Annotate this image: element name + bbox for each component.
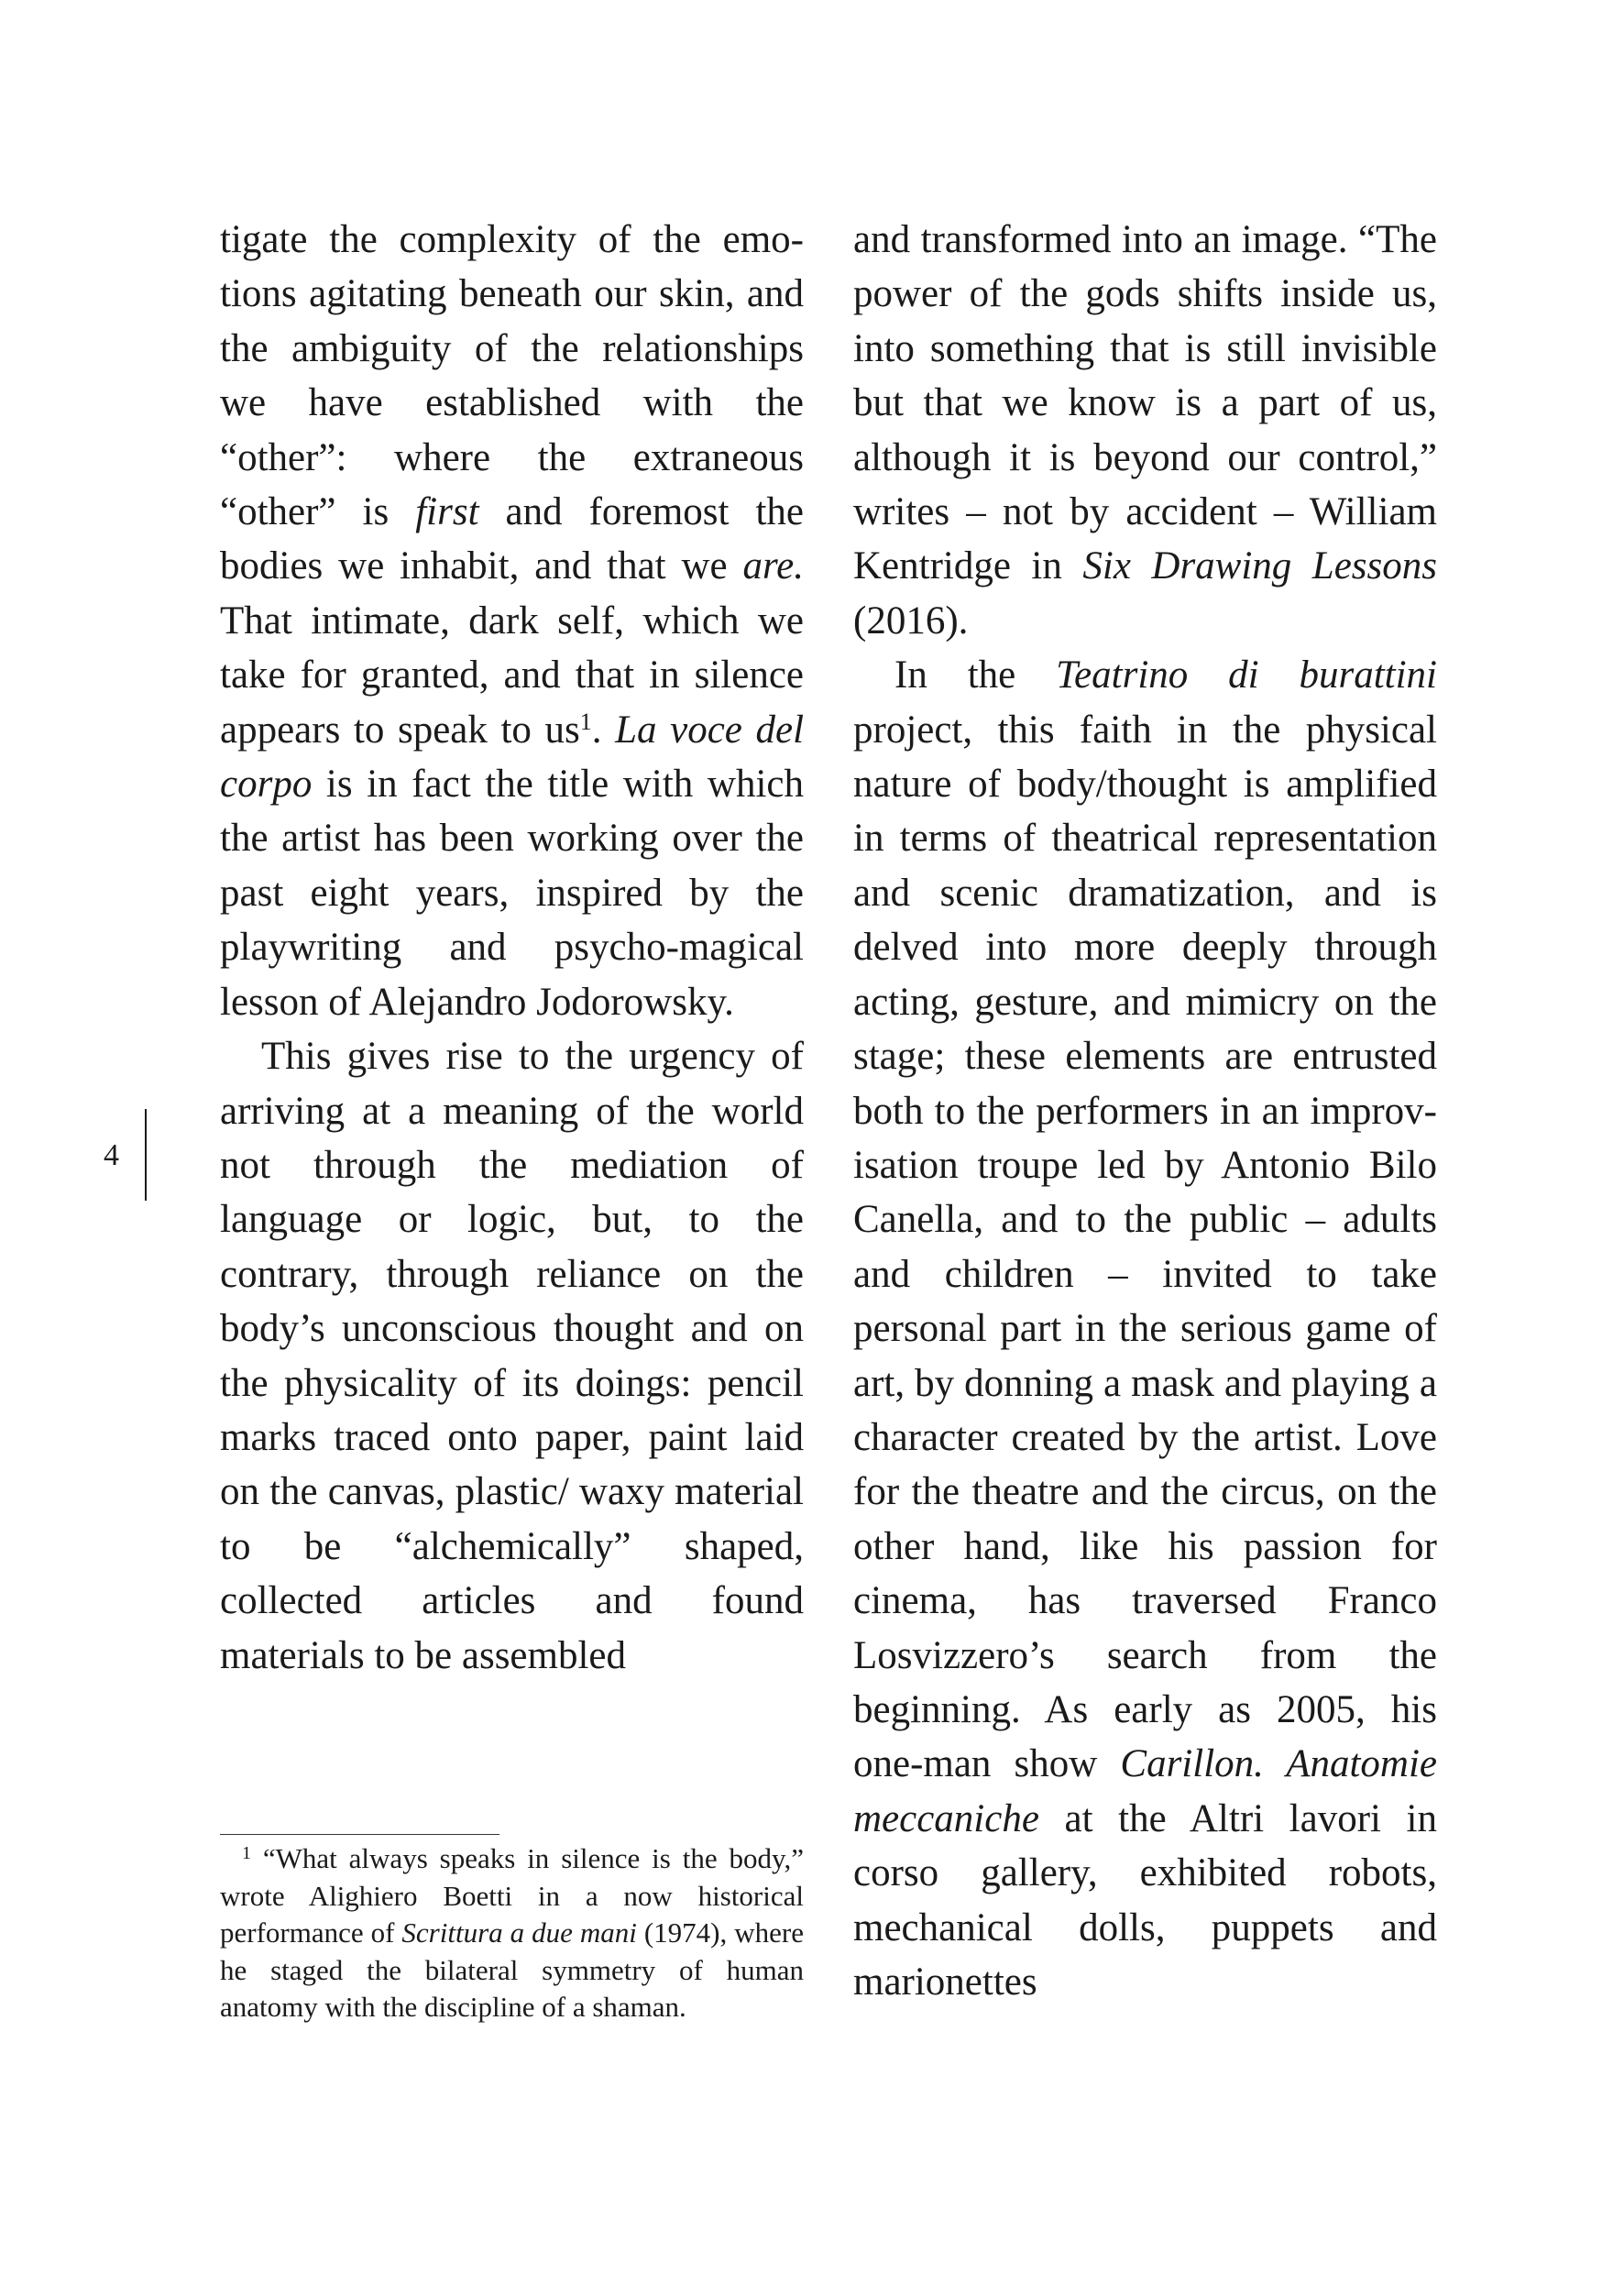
paragraph-left-1 <box>220 213 804 1029</box>
footnote <box>220 1840 804 2026</box>
paragraph-run-italic: are. <box>742 544 804 588</box>
paragraph-run-italic: Carillon. Anatomie meccaniche <box>853 1742 1437 1840</box>
paragraph-run: (2016). <box>853 598 969 642</box>
footnote-run-italic: Scrittura a due mani <box>401 1916 637 1949</box>
paragraph-run: project, this faith in the physical nature of body/thought is amplified in terms of theatrical representation and scenic dramatization, and is delved into more deeply through acting, gesture, and mimicry on the stage; these elements are entrusted both to the performers in an improvisation troupe led by Antonio Bilo Canella, and to the public – adults and children – invited to take personal part in the serious game of art, by donning a mask and playing a character created by the artist. Love for the theatre and the circus, on the other hand, like his passion for cinema, has traversed Franco Losvizzero’s search from the beginning. As early as 2005, his one-man show <box>853 708 1437 1786</box>
paragraph-run: and foremost the bodies we inhabit, and that we <box>220 490 804 588</box>
paragraph-left-2 <box>220 1029 804 1683</box>
paragraph-run-italic: first <box>415 490 479 534</box>
text-column-left <box>220 213 804 1683</box>
footnote-number: 1 <box>242 1843 251 1863</box>
page-number: 4 <box>104 1138 119 1172</box>
paragraph-run: at the Altri lavori in corso gallery, exhibited robots, mechanical dolls, puppets and marionettes <box>853 1796 1437 2004</box>
footnote-text <box>220 1840 804 2026</box>
paragraph-run: That intimate, dark self, which we take for granted, and that in silence appears to speak to us <box>220 598 804 752</box>
paragraph-run: is in fact the title with which the artist has been working over the past eight years, inspired by the playwriting and psycho-magical lesson of Alejandro Jodorowsky. <box>220 763 804 1024</box>
paragraph-run-italic: Six Drawing Lessons <box>1082 544 1437 588</box>
paragraph-run: This gives rise to the urgency of arriving at a meaning of the world not through the mediation of language or logic, but, to the contrary, through reliance on the body’s unconscious thought and on the physicality of its doings: pencil marks traced onto paper, paint laid on the canvas, plastic/ waxy material to be “alchemically” shaped, collected articles and found materials to be assembled <box>220 1035 804 1677</box>
text-column-right <box>853 213 1437 2009</box>
paragraph-right-2 <box>853 648 1437 2009</box>
footnote-separator <box>220 1834 499 1835</box>
paragraph-run: In the <box>894 653 1057 697</box>
paragraph-run: . <box>591 708 616 752</box>
paragraph-run-italic: Teatrino di burattini <box>1056 653 1437 697</box>
paragraph-run: tigate the complexity of the emotions agitating beneath our skin, and the ambiguity of the relationships we have established with the “other”: where the extraneous “other” is <box>220 218 804 534</box>
paragraph-run: and transformed into an image. “The power of the gods shifts inside us, into something that is still invisible but that we know is a part of us, although it is beyond our control,” writes – not by accident – William Kentridge in <box>853 218 1437 588</box>
page-number-rule <box>145 1109 147 1201</box>
footnote-run: “What always speaks in silence is the body,” wrote Alighiero Boetti in a now historical performance of <box>220 1842 804 1949</box>
footnote-reference: 1 <box>579 708 592 735</box>
paragraph-right-1 <box>853 213 1437 648</box>
paragraph-run-italic: La voce del corpo <box>220 708 805 807</box>
footnote-run: (1974), where he staged the bilateral symmetry of human anatomy with the discipline of a shaman. <box>220 1916 804 2023</box>
